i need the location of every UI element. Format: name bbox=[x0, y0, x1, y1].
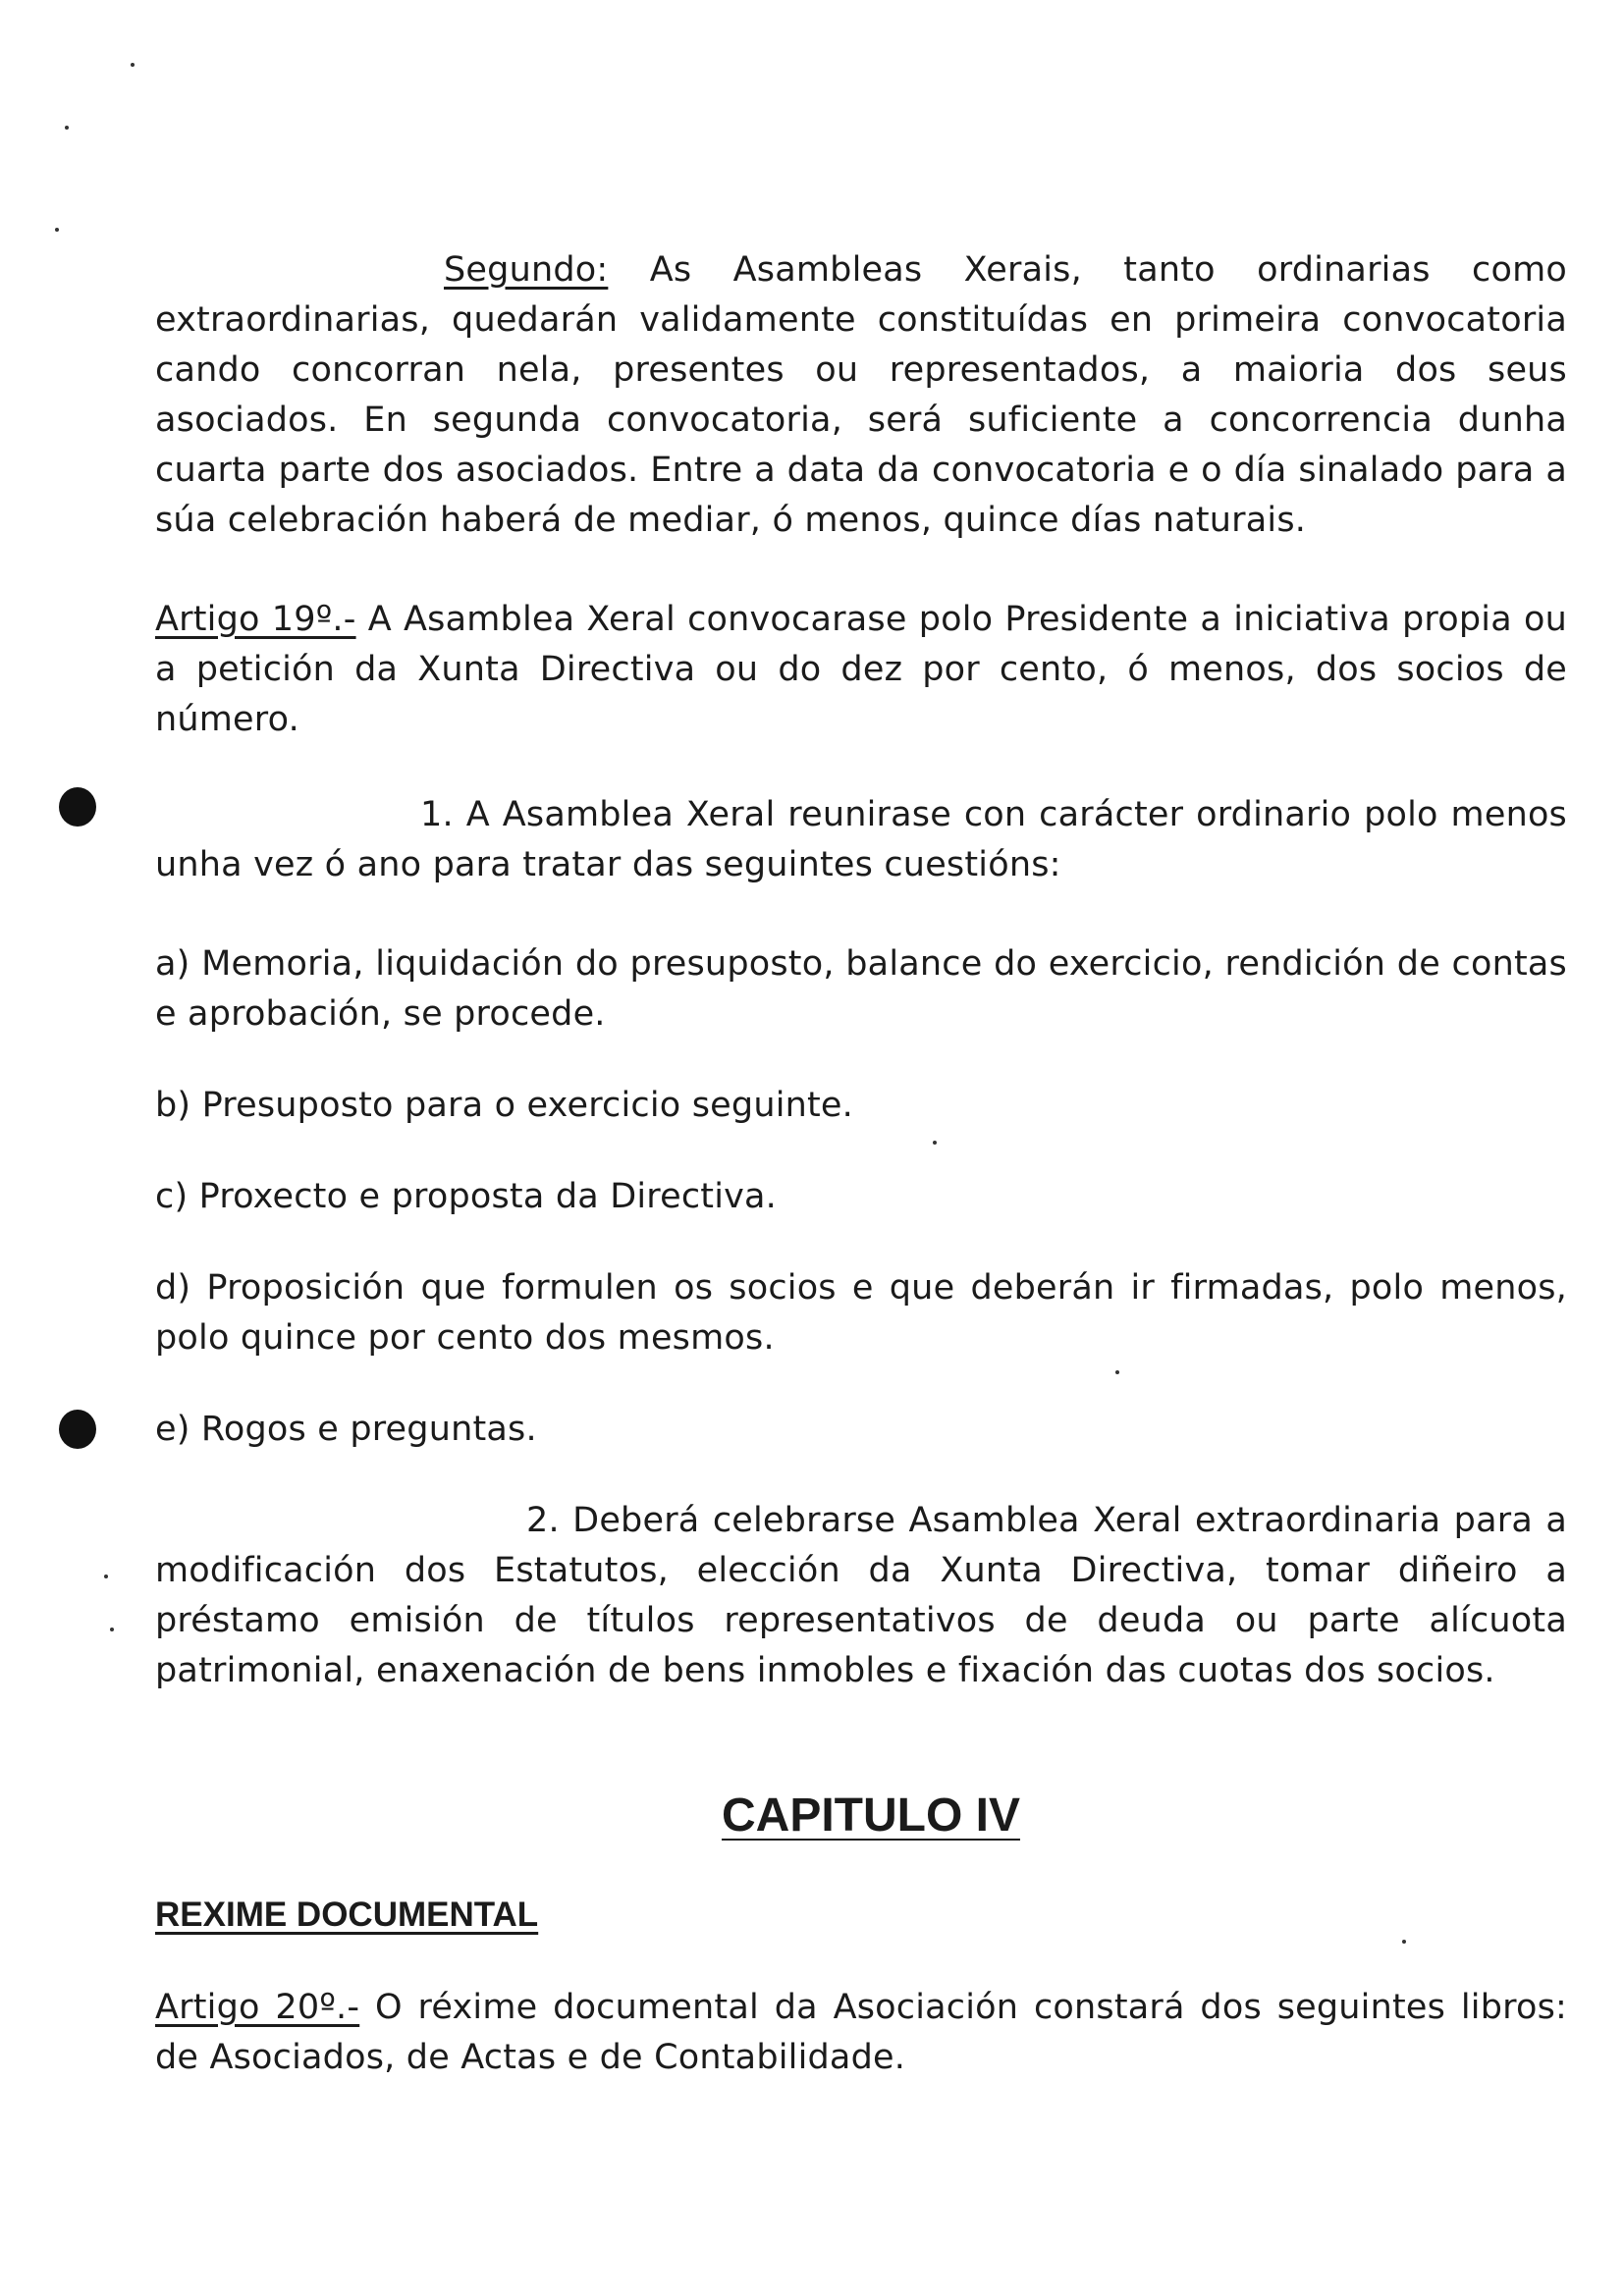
scan-speck bbox=[65, 126, 69, 130]
punch-hole-bottom bbox=[59, 1410, 96, 1449]
list-item-d: d) Proposición que formulen os socios e que deberán ir firmadas, polo menos, polo quince por cento dos mesmos. bbox=[155, 1268, 1567, 1358]
artigo-20-label: Artigo 20º.- bbox=[155, 1988, 360, 2027]
section-title-text: REXIME DOCUMENTAL bbox=[155, 1896, 539, 1934]
punch-hole-top bbox=[59, 787, 96, 827]
chapter-title bbox=[155, 1787, 1567, 1845]
artigo-19-text: A Asamblea Xeral convocarase polo Presidente a iniciativa propia ou a petición da Xunta Directiva ou do dez por cento, ó menos, dos socios de número. bbox=[155, 600, 1567, 739]
segundo-text: As Asambleas Xerais, tanto ordinarias como extraordinarias, quedarán validamente constituídas en primeira convocatoria cando concorran nela, presentes ou representados, a maioria dos seus asociados. En segunda convocatoria, será suficiente a concorrencia dunha cuarta parte dos asociados. Entre a data da convocatoria e o día sinalado para a súa celebración haberá de mediar, ó menos, quince días naturais. bbox=[155, 250, 1567, 540]
paragraph-item-2: 2. Deberá celebrarse Asamblea Xeral extraordinaria para a modificación dos Estatutos, elección da Xunta Directiva, tomar diñeiro a préstamo emisión de títulos representativos de deuda ou parte alícuota patrimonial, enaxenación de bens inmobles e fixación das cuotas dos socios. bbox=[155, 1501, 1567, 1690]
paragraph-segundo bbox=[155, 245, 1567, 546]
artigo-19-label: Artigo 19º.- bbox=[155, 600, 356, 639]
section-title bbox=[155, 1891, 1567, 1940]
scan-speck bbox=[131, 63, 135, 67]
scan-speck bbox=[104, 1575, 108, 1578]
list-item-e: e) Rogos e preguntas. bbox=[155, 1410, 537, 1449]
list-item-a: a) Memoria, liquidación do presuposto, balance do exercicio, rendición de contas e aprobación, se procede. bbox=[155, 944, 1567, 1034]
list-item-b: b) Presuposto para o exercicio seguinte. bbox=[155, 1086, 853, 1125]
paragraph-artigo-20 bbox=[155, 1983, 1567, 2083]
paragraph-item-1: 1. A Asamblea Xeral reunirase con carácter ordinario polo menos unha vez ó ano para tratar das seguintes cuestións: bbox=[155, 795, 1567, 884]
list-item-c: c) Proxecto e proposta da Directiva. bbox=[155, 1177, 778, 1216]
document-body bbox=[155, 245, 1567, 2083]
scan-speck bbox=[55, 228, 59, 232]
chapter-title-text: CAPITULO IV bbox=[721, 1789, 1020, 1842]
paragraph-artigo-19 bbox=[155, 595, 1567, 745]
artigo-20-text: O réxime documental da Asociación constará dos seguintes libros: de Asociados, de Actas e de Contabilidade. bbox=[155, 1988, 1567, 2077]
segundo-label: Segundo: bbox=[444, 250, 609, 290]
scan-speck bbox=[110, 1628, 114, 1631]
